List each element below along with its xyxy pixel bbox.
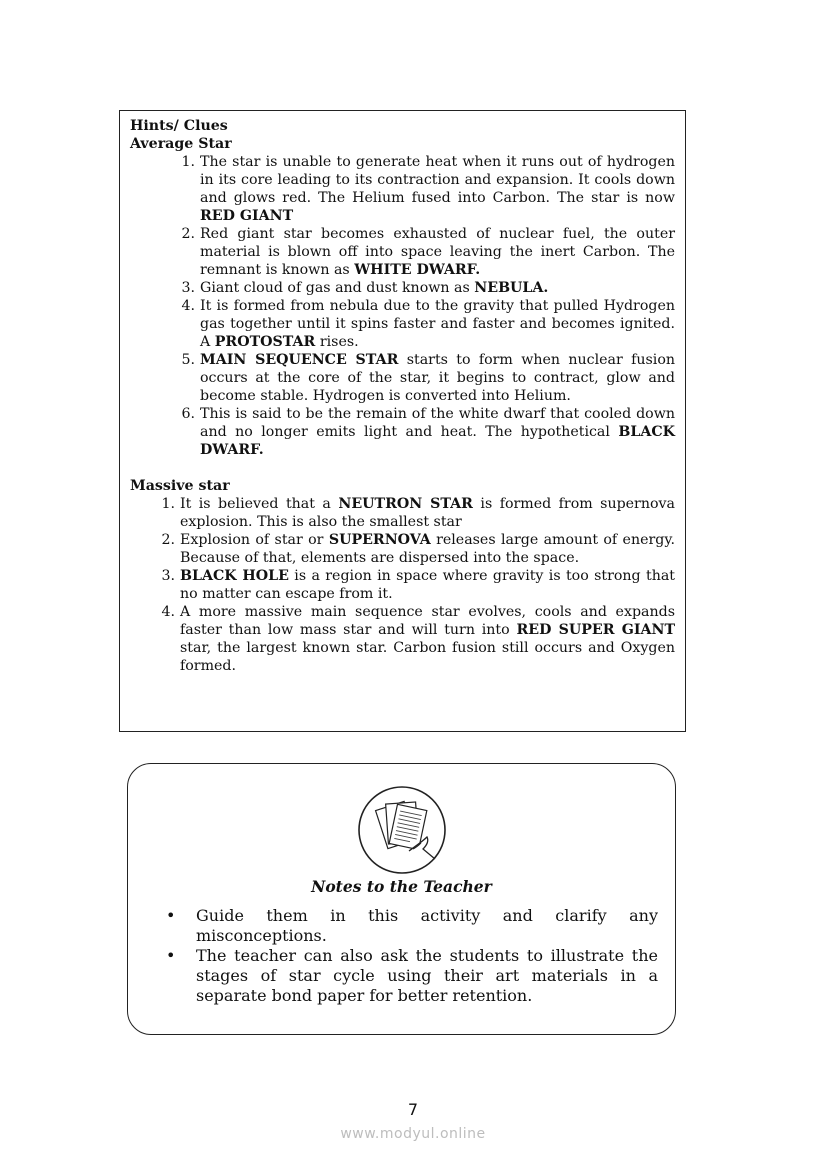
bullet: • [166, 906, 176, 925]
notes-list [166, 906, 658, 1006]
list-item: 3. Giant cloud of gas and dust known as NEBULA. [181, 280, 549, 296]
list-item: 3. BLACK HOLE is a region in space where gravity is too strong that no matter can escape from it. [161, 568, 675, 602]
massive-star-heading: Massive star [130, 478, 230, 494]
list-item: 6. This is said to be the remain of the white dwarf that cooled down and no longer emits light and heat. The hypothetical BLACK DWARF. [181, 406, 675, 458]
hints-title: Hints/ Clues [130, 118, 228, 134]
list-item: 4. It is formed from nebula due to the gravity that pulled Hydrogen gas together until it spins faster and faster and becomes ignited. A PROTOSTAR rises. [181, 298, 675, 350]
average-star-heading: Average Star [130, 136, 232, 152]
list-item: 2. Red giant star becomes exhausted of nuclear fuel, the outer material is blown off into space leaving the inert Carbon. The remnant is known as WHITE DWARF. [181, 226, 675, 278]
list-item: • Guide them in this activity and clarify any misconceptions. [166, 906, 658, 945]
list-item: 4. A more massive main sequence star evolves, cools and expands faster than low mass star and will turn into RED SUPER GIANT star, the largest known star. Carbon fusion still occurs and Oxygen formed. [161, 604, 675, 674]
list-item: 1. The star is unable to generate heat when it runs out of hydrogen in its core leading to its contraction and expansion. It cools down and glows red. The Helium fused into Carbon. The star is now RED GIANT [181, 154, 675, 224]
watermark: www.modyul.online [340, 1126, 486, 1142]
bullet: • [166, 946, 176, 965]
list-item: • The teacher can also ask the students to illustrate the stages of star cycle using their art materials in a separate bond paper for better retention. [166, 946, 658, 1005]
page-number: 7 [407, 1100, 419, 1119]
list-item: 5. MAIN SEQUENCE STAR starts to form when nuclear fusion occurs at the core of the star, it begins to contract, glow and become stable. Hydrogen is converted into Helium. [181, 352, 675, 404]
hints-box [119, 110, 686, 732]
list-item: 1. It is believed that a NEUTRON STAR is formed from supernova explosion. This is also the smallest star [161, 496, 675, 530]
average-star-list [130, 153, 675, 459]
papers-in-hand-icon [357, 785, 447, 875]
list-item: 2. Explosion of star or SUPERNOVA releases large amount of energy. Because of that, elements are dispersed into the space. [161, 532, 675, 566]
notes-title: Notes to the Teacher [311, 877, 492, 896]
notes-to-teacher-box [127, 763, 676, 1035]
massive-star-list [130, 495, 675, 675]
